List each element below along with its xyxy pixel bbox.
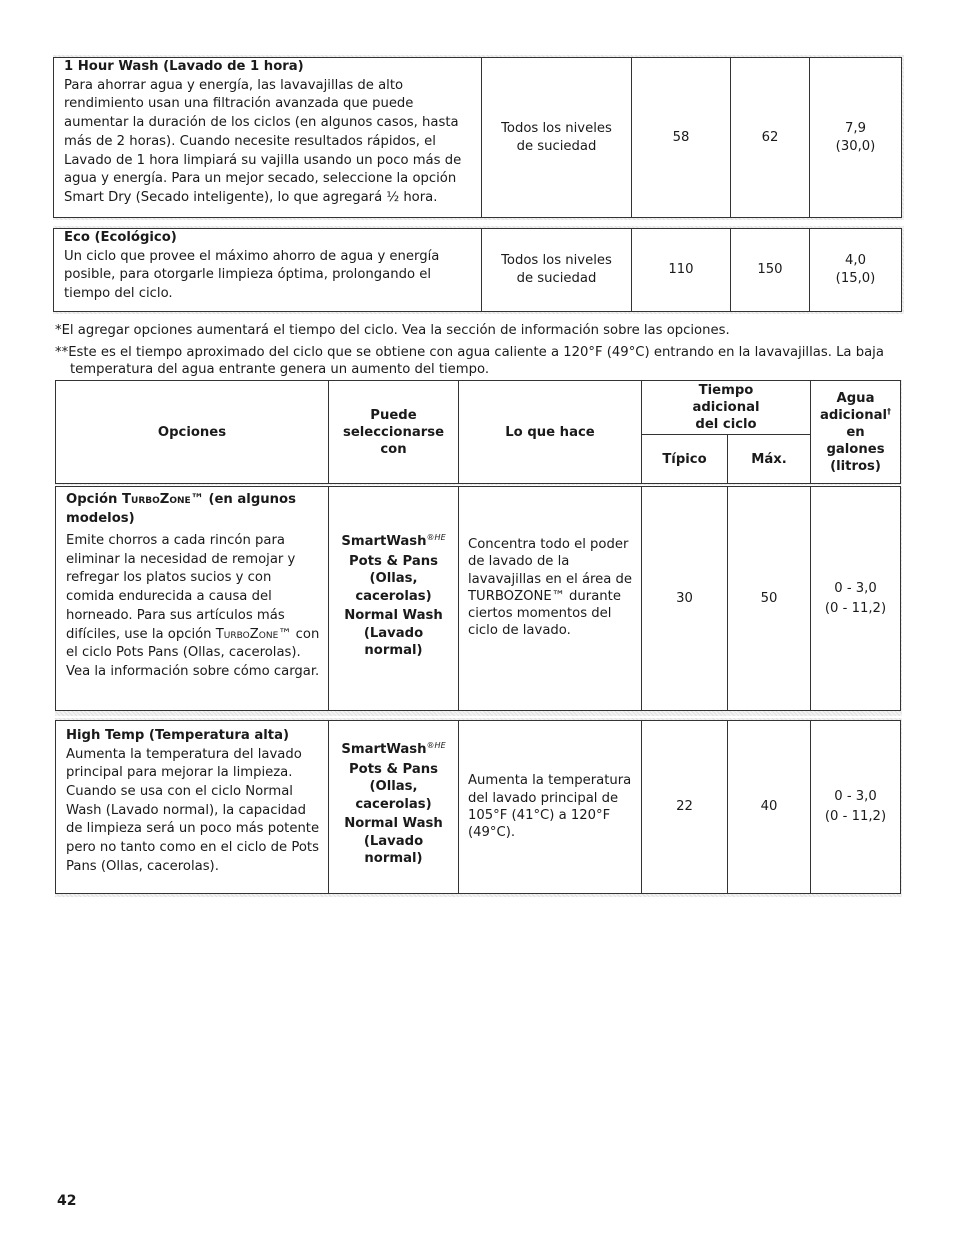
cycle-smartwash-mark: ®HE — [426, 533, 446, 542]
cycle-row-eco-frame — [53, 226, 904, 314]
cycle-description: Un ciclo que provee el máximo ahorro de agua y energía posible, para otorgarle limpieza óptima, prolongando el tiempo del ciclo. — [64, 248, 440, 302]
time-typical: 58 — [632, 58, 731, 218]
option-title-suffix: ™ (en algunos modelos) — [66, 492, 296, 526]
cycle-pots-pans: Pots & Pans (Ollas, cacerolas) — [349, 761, 439, 812]
time-typical: 22 — [642, 721, 728, 894]
time-max: 62 — [731, 58, 810, 218]
time-max: 50 — [728, 487, 811, 711]
water-gallons: 0 - 3,0 — [834, 789, 877, 804]
cycle-smartwash-mark: ®HE — [426, 741, 446, 750]
water-liters: (15,0) — [835, 271, 876, 286]
cycle-row-1hour-frame — [53, 55, 904, 220]
option-row-turbozone — [55, 486, 901, 711]
cycle-smartwash-text: SmartWash — [341, 742, 427, 757]
header-extra-water — [811, 381, 901, 484]
water-gallons: 0 - 3,0 — [834, 580, 877, 596]
option-what-cell — [459, 487, 642, 711]
footnote-cycle-time — [55, 344, 910, 378]
header-selectable-with — [329, 381, 459, 484]
soil-level — [482, 229, 632, 312]
cycle-smartwash-text: SmartWash — [341, 534, 427, 549]
water-amount — [811, 487, 901, 711]
option-description-cell — [56, 721, 329, 894]
time-typical: 30 — [642, 487, 728, 711]
option-title-brand: TurboZone — [122, 492, 191, 507]
cycle-title: 1 Hour Wash (Lavado de 1 hora) — [64, 59, 304, 74]
header-extra-time-text: Tiempo adicional del ciclo — [692, 383, 760, 432]
option-what: Concentra todo el poder de lavado de la lavavajillas en el área de TURBOZONE™ durante ciertos momentos del ciclo de lavado. — [468, 537, 633, 639]
option-description — [66, 532, 320, 682]
cycle-normal-wash: Normal Wash (Lavado normal) — [344, 608, 443, 658]
cycle-normal-wash: Normal Wash (Lavado normal) — [344, 816, 443, 866]
option-title — [66, 491, 320, 528]
water-liters: (0 - 11,2) — [824, 600, 887, 616]
footnote-cycle-time-text: **Este es el tiempo aproximado del ciclo que se obtiene con agua caliente a 120°F (49°C) entrando en la lavavajillas. La baja temperatura del agua entrante genera un aumento del tiempo. — [55, 345, 884, 377]
options-header-frame — [55, 380, 902, 485]
header-selectable-with-text: Puede seleccionarse con — [342, 407, 445, 457]
header-options: Opciones — [56, 381, 329, 484]
water-amount — [810, 229, 902, 312]
cycle-smartwash — [335, 741, 452, 759]
water-amount — [811, 721, 901, 894]
header-water-line1: Agua — [836, 390, 875, 406]
option-description-part1: Emite chorros a cada rincón para eliminar la necesidad de remojar y refregar los platos sucios y con comida endurecida a causa del horneado. Para sus artículos más difíciles, use la opción — [66, 533, 296, 642]
header-typical: Típico — [642, 435, 728, 484]
water-liters: (30,0) — [835, 138, 876, 154]
option-row-hightemp-frame — [55, 718, 902, 897]
page-number: 42 — [57, 1193, 77, 1209]
water-amount — [810, 58, 902, 218]
cycle-row-eco — [53, 228, 902, 312]
cycle-row-1hour — [53, 57, 902, 218]
soil-level-text: Todos los niveles de suciedad — [501, 120, 612, 154]
option-row-turbozone-frame — [55, 486, 902, 716]
cycle-pots-pans: Pots & Pans (Ollas, cacerolas) — [349, 553, 439, 604]
options-header — [55, 380, 901, 484]
option-description-cell — [56, 487, 329, 711]
cycle-smartwash — [335, 533, 452, 551]
header-water-line2 — [811, 407, 900, 424]
option-title: High Temp (Temperatura alta) — [66, 728, 290, 743]
option-title-prefix: Opción — [66, 492, 123, 507]
time-typical: 110 — [632, 229, 731, 312]
option-row-hightemp — [55, 720, 901, 894]
option-cycles — [329, 487, 459, 711]
option-cycles — [329, 721, 459, 894]
water-gallons: 4,0 — [845, 253, 866, 268]
header-water-dagger: † — [887, 406, 892, 416]
header-water-line2-text: adicional — [819, 407, 888, 423]
option-what: Aumenta la temperatura del lavado principal de 105°F (41°C) a 120°F (49°C). — [468, 773, 632, 841]
cycle-description: Para ahorrar agua y energía, las lavavajillas de alto rendimiento usan una filtración avanzada que puede aumentar la duración de los ciclos (en algunos casos, hasta más de 2 horas). Cuando necesite resultados rápidos, el Lavado de 1 hora limpiará su vajilla usando un poco más de agua y energía. Para un mejor secado, seleccione la opción Smart Dry (Secado inteligente), lo que agregará ½ hora. — [64, 77, 462, 205]
soil-level-text: Todos los niveles de suciedad — [501, 253, 612, 286]
cycle-title: Eco (Ecológico) — [64, 230, 177, 245]
option-description: Aumenta la temperatura del lavado principal para mejorar la limpieza. Cuando se usa con el ciclo Normal Wash (Lavado normal), la capacidad de limpieza será un poco más potente pero no tanto como en el ciclo de Pots Pans (Ollas, cacerolas). — [66, 746, 320, 874]
water-liters: (0 - 11,2) — [824, 809, 887, 824]
option-description-part2: ™ con el ciclo Pots Pans (Ollas, cacerolas). Vea la información sobre cómo cargar. — [66, 626, 320, 679]
cycle-description-cell — [54, 229, 482, 312]
header-water-line3: en galones (litros) — [826, 424, 885, 474]
header-what-it-does: Lo que hace — [459, 381, 642, 484]
time-max: 40 — [728, 721, 811, 894]
water-gallons: 7,9 — [845, 120, 866, 136]
footnote-options-time: *El agregar opciones aumentará el tiempo del ciclo. Vea la sección de información sobre las opciones. — [55, 323, 730, 338]
option-description-brand: TurboZone — [215, 626, 279, 642]
cycle-description-cell — [54, 58, 482, 218]
soil-level — [482, 58, 632, 218]
option-what-cell — [459, 721, 642, 894]
time-max: 150 — [731, 229, 810, 312]
header-extra-time — [642, 381, 811, 435]
header-max: Máx. — [728, 435, 811, 484]
